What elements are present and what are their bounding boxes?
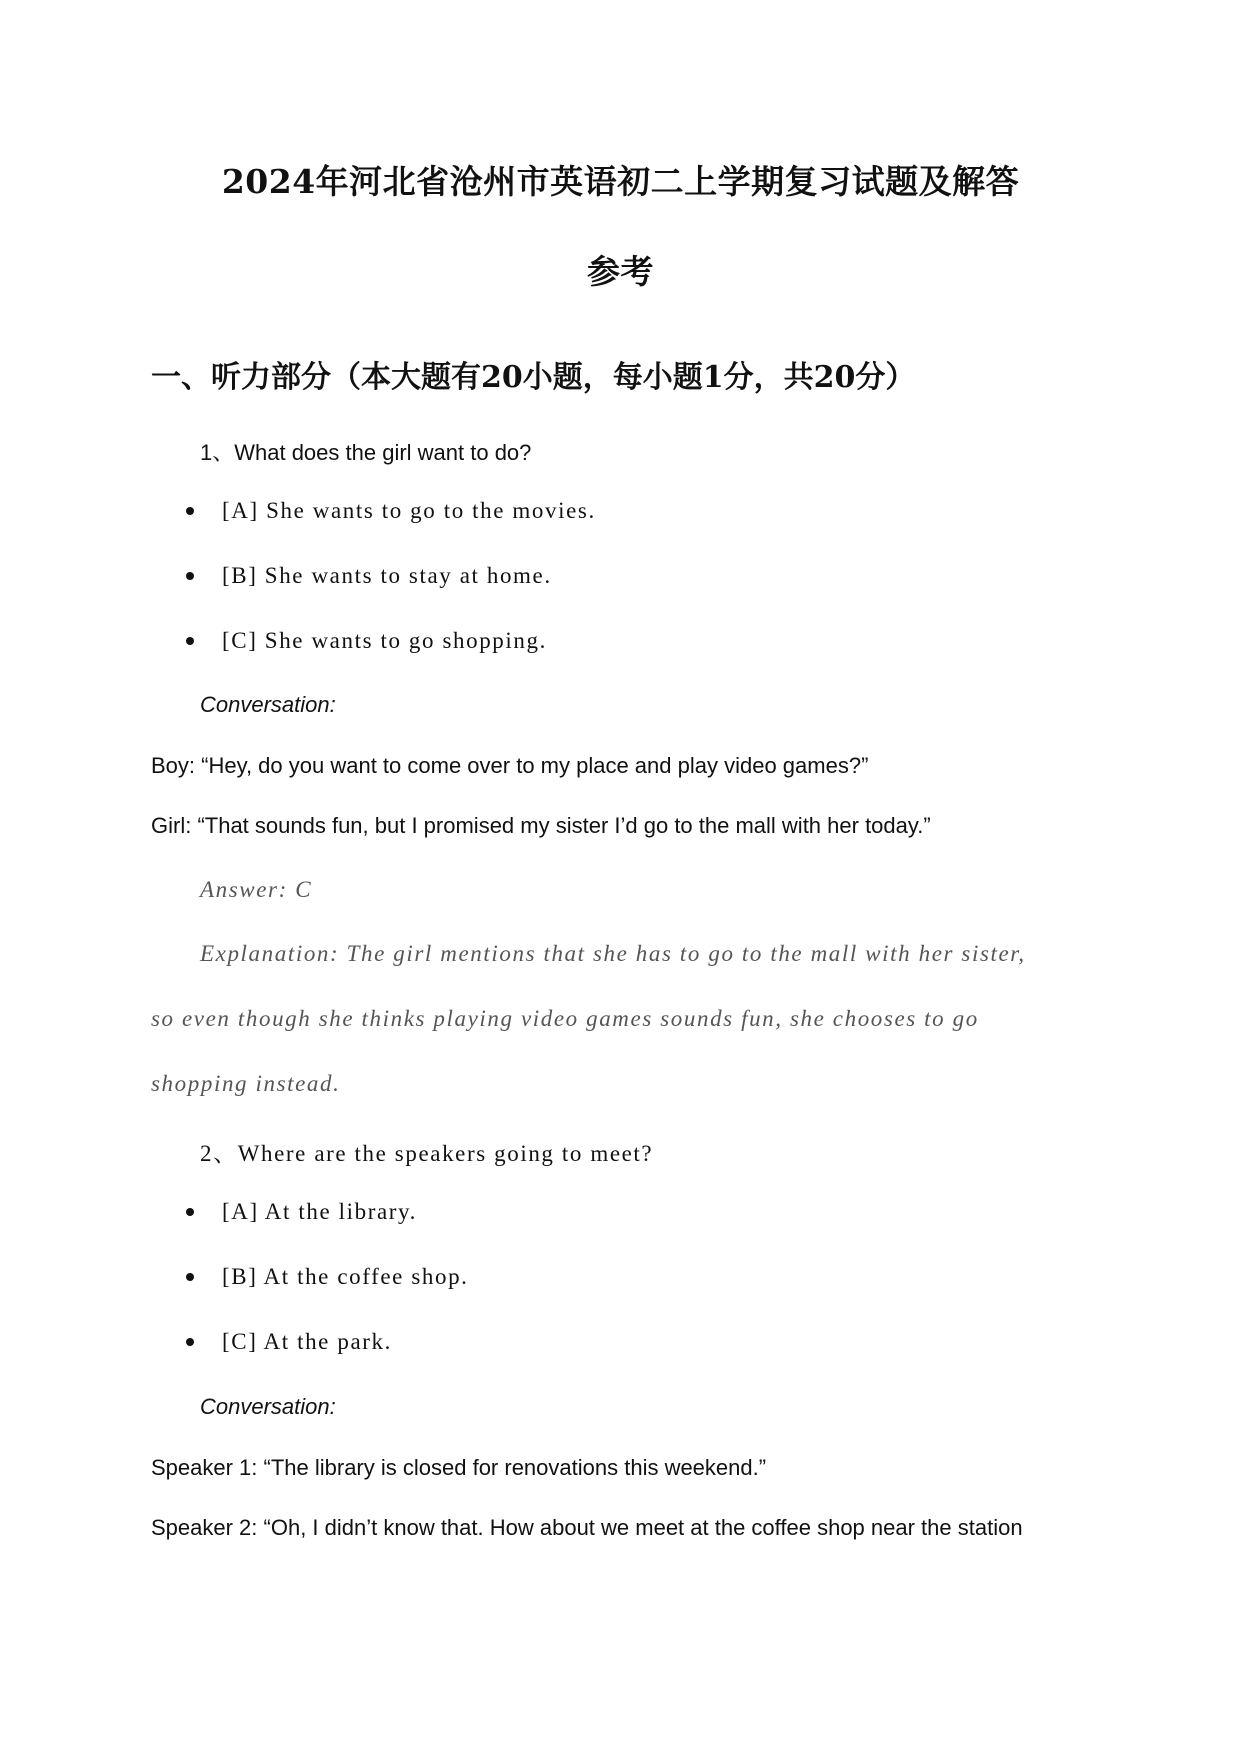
question-2-option-c [186,1329,392,1355]
question-2-option-a [186,1199,417,1225]
bullet-icon [186,572,194,580]
bullet-icon [186,1273,194,1281]
bullet-icon [186,637,194,645]
option-text: [C] At the park. [222,1329,392,1354]
question-1-dialog-line-1: Boy: “Hey, do you want to come over to my place and play video games?” [151,753,869,778]
question-2-conversation-label: Conversation: [200,1394,336,1419]
question-1-explanation-line-2: so even though she thinks playing video games sounds fun, she chooses to go [151,1006,979,1031]
bullet-icon [186,1208,194,1216]
question-1-option-a [186,498,596,524]
question-1-explanation-line-3: shopping instead. [151,1071,341,1096]
question-1-prompt: 1、What does the girl want to do? [200,440,532,465]
question-1-option-c [186,628,547,654]
question-1-conversation-label: Conversation: [200,692,336,717]
question-2-option-b [186,1264,469,1290]
question-1-dialog-line-2: Girl: “That sounds fun, but I promised my sister I’d go to the mall with her today.” [151,813,931,838]
question-2-dialog-line-1: Speaker 1: “The library is closed for renovations this weekend.” [151,1455,767,1480]
option-text: [A] She wants to go to the movies. [222,498,596,523]
document-title-line-2: 参考 [587,252,654,291]
question-2-dialog-line-2: Speaker 2: “Oh, I didn’t know that. How about we meet at the coffee shop near the station [151,1515,1023,1540]
question-1-explanation-line-1: Explanation: The girl mentions that she has to go to the mall with her sister, [200,941,1026,966]
bullet-icon [186,1338,194,1346]
bullet-icon [186,507,194,515]
option-text: [B] She wants to stay at home. [222,563,552,588]
option-text: [A] At the library. [222,1199,417,1224]
option-text: [B] At the coffee shop. [222,1264,469,1289]
question-1-option-b [186,563,552,589]
document-title-line-1: 2024年河北省沧州市英语初二上学期复习试题及解答 [221,162,1020,201]
section-heading-listening: 一、听力部分（本大题有20小题，每小题1分，共20分） [151,360,916,395]
question-1-answer: Answer: C [200,877,313,902]
question-2-prompt: 2、Where are the speakers going to meet? [200,1141,654,1166]
option-text: [C] She wants to go shopping. [222,628,547,653]
